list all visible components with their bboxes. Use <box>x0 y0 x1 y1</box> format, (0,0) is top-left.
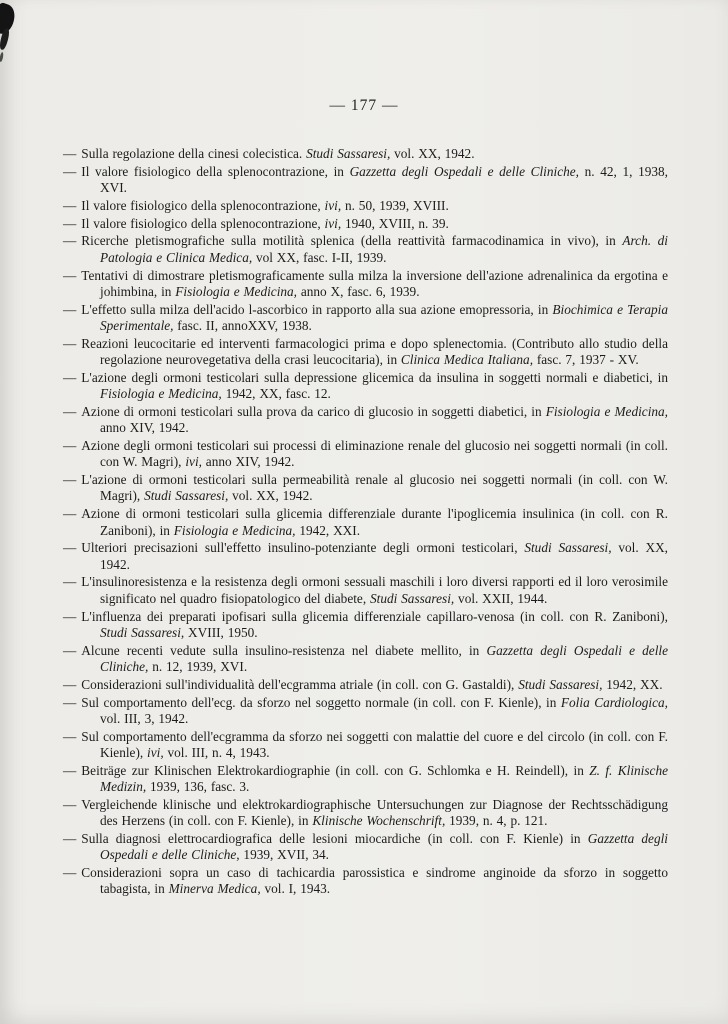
entry-dash: — <box>63 438 77 454</box>
entry-text: Alcune recenti vedute sulla insulino-resistenza nel diabete mellito, in <box>81 642 487 658</box>
bibliography-entry <box>63 609 668 642</box>
entry-dash: — <box>63 642 77 658</box>
entry-text: 1940, XVIII, n. 39. <box>341 215 449 231</box>
entry-dash: — <box>63 197 77 213</box>
journal-title: Fisiologia e Medicina, <box>173 522 296 538</box>
entry-text: vol. XX, 1942. <box>228 488 313 504</box>
bibliography-entry <box>63 233 668 266</box>
entry-text: 1939, XVII, 34. <box>239 847 330 863</box>
bibliography-entry <box>63 574 668 607</box>
entry-text: Azione di ormoni testicolari sulla glicemia differenziale durante l'ipoglicemia insulinica (in coll. con R. Zaniboni), in <box>81 506 668 538</box>
entry-text: Considerazioni sopra un caso di tachicardia parossistica e sindrome anginoide da sforzo in soggetto tabagista, in <box>81 864 668 897</box>
entry-text: 1942, XXI. <box>295 522 361 538</box>
entry-text: n. 12, 1939, XVI. <box>148 658 248 674</box>
journal-title: Studi Sassaresi, <box>144 488 229 504</box>
journal-title: ivi, <box>185 454 202 470</box>
bibliography-entry <box>63 729 668 762</box>
journal-title: Arch. di Patologia e Clinica Medica, <box>100 233 668 265</box>
entry-text: Sulla diagnosi elettrocardiografica delle lesioni miocardiche (in coll. con F. Kienle) in <box>81 830 588 846</box>
entry-text: Azione di ormoni testicolari sulla prova da carico di glucosio in soggetti diabetici, in <box>81 403 546 419</box>
bibliography-entry <box>63 216 668 232</box>
journal-title: Fisiologia e Medicina, <box>100 386 222 402</box>
entry-text: anno XIV, 1942. <box>100 420 189 436</box>
journal-title: Klinische Wochenschrift, <box>312 813 446 829</box>
entry-text: Ulteriori precisazioni sull'effetto insulino-potenziante degli ormoni testicolari, <box>81 540 525 556</box>
journal-title: ivi, <box>324 215 342 231</box>
page-number: — 177 — <box>329 97 399 114</box>
bibliography-entry <box>63 865 668 898</box>
bibliography-entry <box>63 146 668 162</box>
entry-text: vol. XX, 1942. <box>100 540 668 572</box>
entry-text: Sul comportamento dell'ecgramma da sforzo nei soggetti con malattie del cuore e del circolo (in coll. con F. Kienle), <box>81 728 668 760</box>
entry-text: Vergleichende klinische und elektrokardiographische Untersuchungen zur Diagnose der Rechtsschädigung des Herzens (in coll. con F. Kienle), in <box>81 796 668 829</box>
entry-text: vol. III, 3, 1942. <box>100 710 189 726</box>
journal-title: Studi Sassaresi, <box>524 540 612 556</box>
journal-title: Minerva Medica, <box>168 881 261 897</box>
bibliography-entry <box>63 831 668 864</box>
scan-ink-speck <box>0 52 4 62</box>
journal-title: Gazzetta degli Ospedali e delle Cliniche, <box>349 163 579 179</box>
entry-dash: — <box>63 864 77 880</box>
journal-title: Studi Sassaresi, <box>518 676 603 692</box>
bibliography-entry <box>63 695 668 728</box>
entry-text: vol. III, n. 4, 1943. <box>163 744 270 760</box>
entry-dash: — <box>63 233 77 249</box>
entry-dash: — <box>63 369 77 385</box>
entry-text: anno X, fasc. 6, 1939. <box>297 283 420 299</box>
entry-text: 1942, XX, fasc. 12. <box>221 386 331 402</box>
entry-dash: — <box>63 267 77 283</box>
journal-title: Gazzetta degli Ospedali e delle Cliniche, <box>100 642 669 674</box>
bibliography-entry <box>63 643 668 676</box>
bibliography-entry <box>63 336 668 369</box>
entry-text: Sulla regolazione della cinesi colecistica. <box>81 146 307 161</box>
journal-title: Fisiologia e Medicina, <box>175 283 298 299</box>
bibliography-entry <box>63 506 668 539</box>
entry-text: L'effetto sulla milza dell'acido l-ascorbico in rapporto alla sua azione emopressoria, in <box>81 301 553 317</box>
entry-text: fasc. 7, 1937 - XV. <box>533 352 639 368</box>
entry-text: L'azione di ormoni testicolari sulla permeabilità renale al glucosio nei soggetti normali (in coll. con W. Magri), <box>81 472 668 504</box>
entry-text: n. 50, 1939, XVIII. <box>341 197 449 213</box>
journal-title: Biochimica e Terapia Sperimentale, <box>100 301 669 333</box>
bibliography-entry <box>63 302 668 335</box>
entry-text: Il valore fisiologico della splenocontrazione, in <box>81 163 350 179</box>
entry-dash: — <box>63 762 77 778</box>
entry-text: vol. I, 1943. <box>260 881 331 897</box>
bibliography-entry <box>63 763 668 796</box>
entry-text: Tentativi di dimostrare pletismograficamente sulla milza la inversione dell'azione adrenalinica da ergotina e johimbina, in <box>81 267 668 299</box>
entry-text: n. 42, 1, 1938, XVI. <box>100 163 668 196</box>
entry-dash: — <box>63 335 77 351</box>
bibliography-entry <box>63 198 668 214</box>
bibliography-entry <box>63 370 668 403</box>
bibliography-list <box>63 146 668 899</box>
entry-text: vol. XX, 1942. <box>390 146 475 161</box>
entry-text: anno XIV, 1942. <box>201 454 295 470</box>
entry-dash: — <box>63 506 77 522</box>
entry-text: 1939, n. 4, p. 121. <box>445 813 548 829</box>
journal-title: Z. f. Klinische Medizin, <box>100 762 668 794</box>
bibliography-entry <box>63 540 668 573</box>
entry-dash: — <box>63 608 77 624</box>
bibliography-entry <box>63 472 668 505</box>
bibliography-entry <box>63 268 668 301</box>
entry-text: L'insulinoresistenza e la resistenza degli ormoni sessuali maschili i loro diversi rapporti ed il loro verosimile significato nel quadro fisiopatologico del diabete, <box>81 574 668 606</box>
entry-dash: — <box>63 676 77 692</box>
entry-text: vol XX, fasc. I-II, 1939. <box>252 249 387 265</box>
bibliography-entry <box>63 797 668 830</box>
journal-title: Fisiologia e Medicina, <box>545 403 669 419</box>
entry-text: Azione degli ormoni testicolari sui processi di eliminazione renale del glucosio nei soggetti normali (in coll. con W. Magri), <box>81 438 668 470</box>
bibliography-entry <box>63 677 668 693</box>
entry-dash: — <box>63 403 77 419</box>
journal-title: Studi Sassaresi, <box>100 624 185 640</box>
journal-title: ivi, <box>324 197 342 213</box>
entry-text: L'azione degli ormoni testicolari sulla depressione glicemica da insulina in soggetti normali e diabetici, in <box>81 369 668 385</box>
bibliography-entry <box>63 164 668 197</box>
entry-text: 1942, XX. <box>602 676 663 692</box>
entry-dash: — <box>63 163 77 179</box>
entry-text: Il valore fisiologico della splenocontrazione, <box>81 197 325 213</box>
entry-text: vol. XXII, 1944. <box>454 590 548 606</box>
journal-title: Clinica Medica Italiana, <box>400 352 534 368</box>
journal-title: Studi Sassaresi, <box>369 590 455 606</box>
entry-dash: — <box>63 728 77 744</box>
entry-text: Il valore fisiologico della splenocontrazione, <box>81 215 325 231</box>
entry-text: 1939, 136, fasc. 3. <box>146 778 250 794</box>
journal-title: ivi, <box>147 744 164 760</box>
entry-text: XVIII, 1950. <box>184 624 258 640</box>
entry-text: Ricerche pletismografiche sulla motilità splenica (della reattività farmacodinamica in vivo), in <box>81 233 623 249</box>
entry-dash: — <box>63 830 77 846</box>
entry-text: L'influenza dei preparati ipofisari sulla glicemia differenziale capillaro-venosa (in coll. con R. Zaniboni), <box>81 608 668 624</box>
entry-dash: — <box>63 540 77 556</box>
entry-dash: — <box>63 215 77 231</box>
entry-dash: — <box>63 574 77 590</box>
entry-text: fasc. II, annoXXV, 1938. <box>173 317 312 333</box>
entry-text: Sul comportamento dell'ecg. da sforzo nel soggetto normale (in coll. con F. Kienle), in <box>81 694 561 710</box>
entry-dash: — <box>63 146 77 161</box>
journal-title: Folia Cardiologica, <box>560 694 668 710</box>
entry-text: Reazioni leucocitarie ed interventi farmacologici prima e dopo splenectomia. (Contributo allo studio della regolazione neurovegetativa della crasi leucocitaria), in <box>81 335 668 368</box>
bibliography-entry <box>63 404 668 437</box>
entry-dash: — <box>63 472 77 488</box>
journal-title: Gazzetta degli Ospedali e delle Cliniche, <box>100 830 668 863</box>
entry-dash: — <box>63 796 77 812</box>
entry-dash: — <box>63 694 77 710</box>
entry-text: Considerazioni sull'individualità dell'ecgramma atriale (in coll. con G. Gastaldi), <box>81 676 519 692</box>
bibliography-entry <box>63 438 668 471</box>
entry-dash: — <box>63 301 77 317</box>
entry-text: Beiträge zur Klinischen Elektrokardiographie (in coll. con G. Schlomka e H. Reindell), in <box>81 762 590 778</box>
journal-title: Studi Sassaresi, <box>306 146 391 161</box>
